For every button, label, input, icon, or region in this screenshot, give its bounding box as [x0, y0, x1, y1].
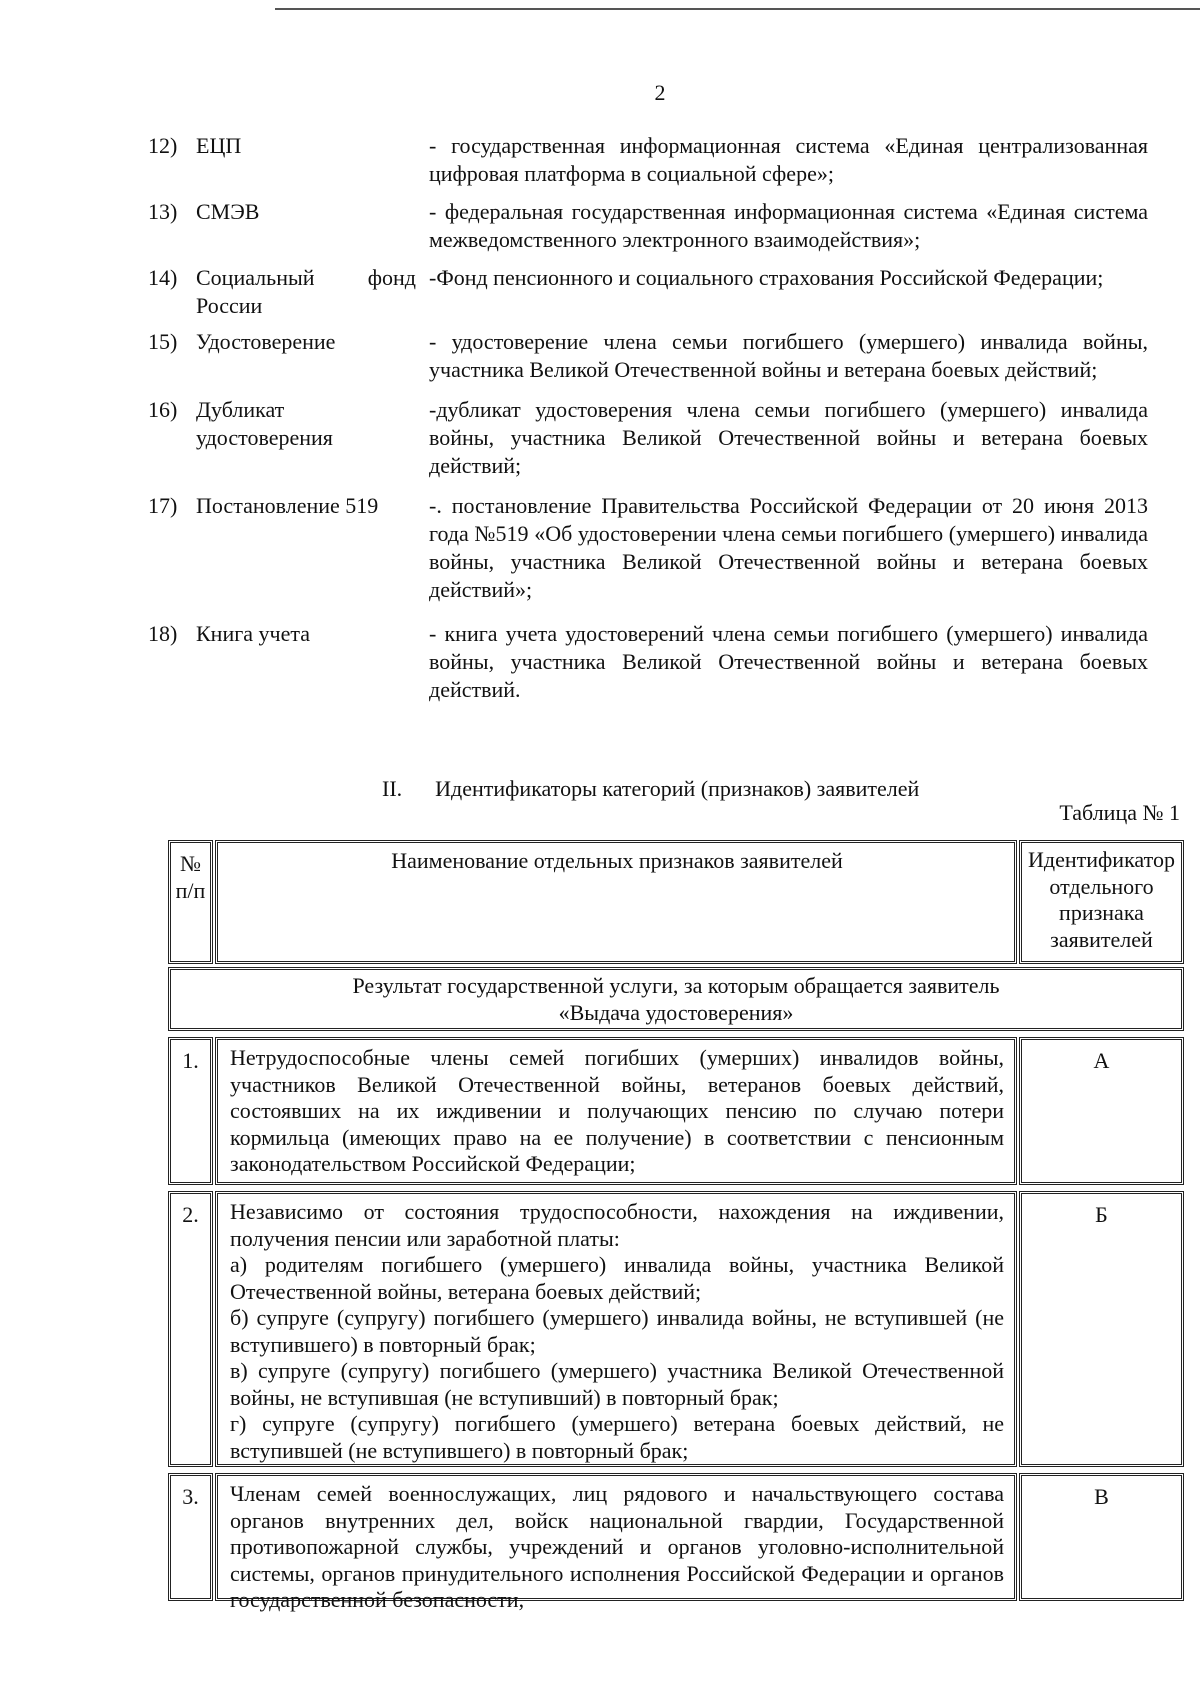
definition-term: Постановление 519	[196, 493, 379, 518]
definition-item	[148, 328, 1148, 384]
definition-term-line1: Социальный фонд	[196, 265, 416, 290]
definition-term	[196, 264, 429, 320]
definition-number: 15)	[148, 329, 178, 354]
definition-term: Книга учета	[196, 621, 310, 646]
group-subtitle: «Выдача удостоверения»	[558, 1000, 794, 1025]
table-caption: Таблица № 1	[1059, 800, 1180, 825]
section-heading	[382, 776, 919, 802]
row-text-line: г) супруге (супругу) погибшего (умершего) ветерана боевых действий, не вступившей (не вступившего) в повторный брак;	[230, 1411, 1004, 1463]
row-text: Членам семей военнослужащих, лиц рядового и начальствующего состава органов внутренних дел, войск национальной гвардии, Государственной противопожарной службы, учреждений и органов уголовно-исполнительной системы, органов принудительного исполнения Российской Федерации и органов государственной безопасности,	[215, 1473, 1017, 1601]
row-text-line: б) супруге (супругу) погибшего (умершего) инвалида войны, не вступившей (не вступившего) в повторный брак;	[230, 1305, 1004, 1357]
row-number: 1.	[168, 1037, 213, 1185]
definition-text: - государственная информационная система «Единая централизованная цифровая платформа в социальной сфере»;	[429, 133, 1148, 186]
definitions-list	[148, 132, 1148, 712]
definition-item	[148, 492, 1148, 604]
definition-number: 18)	[148, 621, 178, 646]
definition-item	[148, 396, 1148, 480]
table-row	[168, 1191, 1184, 1467]
table-header-row	[168, 840, 1184, 964]
row-text-line: а) родителям погибшего (умершего) инвалида войны, участника Великой Отечественной войны, ветерана боевых действий;	[230, 1252, 1004, 1304]
table-group-row	[168, 967, 1184, 1031]
definition-term-line2: удостоверения	[196, 425, 333, 450]
group-title: Результат государственной услуги, за которым обращается заявитель	[352, 973, 1000, 998]
header-number: № п/п	[168, 840, 213, 964]
definition-item	[148, 264, 1148, 320]
definition-text: - книга учета удостоверений члена семьи погибшего (умершего) инвалида войны, участника Великой Отечественной войны и ветерана боевых действий.	[429, 621, 1148, 702]
definition-term: ЕЦП	[196, 133, 242, 158]
top-rule	[275, 8, 1200, 10]
definition-term: Удостоверение	[196, 329, 336, 354]
definition-term-line1: Дубликат	[196, 397, 285, 422]
definition-term: СМЭВ	[196, 199, 260, 224]
definition-item	[148, 132, 1148, 188]
section-title: Идентификаторы категорий (признаков) заявителей	[435, 776, 920, 801]
row-text: Нетрудоспособные члены семей погибших (умерших) инвалидов войны, участников Великой Отечественной войны, ветеранов боевых действий, состоявших на их иждивении и получающих пенсию по случаю потери кормильца (имеющих право на ее получение) в соответствии с пенсионным законодательством Российской Федерации;	[215, 1037, 1017, 1185]
definition-number: 16)	[148, 397, 178, 422]
definition-text: - удостоверение члена семьи погибшего (умершего) инвалида войны, участника Великой Отечественной войны и ветерана боевых действий;	[429, 329, 1148, 382]
row-number: 2.	[168, 1191, 213, 1467]
definition-number: 12)	[148, 133, 178, 158]
section-number: II.	[382, 776, 403, 801]
definition-number: 13)	[148, 199, 178, 224]
definition-term	[196, 396, 429, 480]
row-number: 3.	[168, 1473, 213, 1601]
row-identifier: В	[1019, 1473, 1184, 1601]
row-text-line: в) супруге (супругу) погибшего (умершего) участника Великой Отечественной войны, не вступившая (не вступивший) в повторный брак;	[230, 1358, 1004, 1410]
definition-text: - федеральная государственная информационная система «Единая система межведомственного электронного взаимодействия»;	[429, 199, 1148, 252]
row-identifier: Б	[1019, 1191, 1184, 1467]
page-number: 2	[654, 80, 666, 105]
table-row	[168, 1037, 1184, 1185]
definition-text: -дубликат удостоверения члена семьи погибшего (умершего) инвалида войны, участника Великой Отечественной войны и ветерана боевых действий;	[429, 397, 1148, 478]
definition-item	[148, 198, 1148, 254]
row-identifier: А	[1019, 1037, 1184, 1185]
definition-text: -. постановление Правительства Российской Федерации от 20 июня 2013 года №519 «Об удостоверении члена семьи погибшего (умершего) инвалида войны, участника Великой Отечественной войны и ветерана боевых действий»;	[429, 493, 1148, 602]
definition-text: -Фонд пенсионного и социального страхования Российской Федерации;	[429, 265, 1104, 290]
header-identifier: Идентификатор отдельного признака заявителей	[1019, 840, 1184, 964]
header-name: Наименование отдельных признаков заявителей	[215, 840, 1017, 964]
table-row	[168, 1473, 1184, 1612]
definition-term-line2: России	[196, 293, 263, 318]
row-text	[215, 1191, 1017, 1467]
definition-item	[148, 620, 1148, 704]
definition-number: 14)	[148, 265, 178, 290]
definition-number: 17)	[148, 493, 178, 518]
row-text-line: Независимо от состояния трудоспособности, нахождения на иждивении, получения пенсии или заработной платы:	[230, 1199, 1004, 1251]
applicant-categories-table	[168, 840, 1184, 1612]
